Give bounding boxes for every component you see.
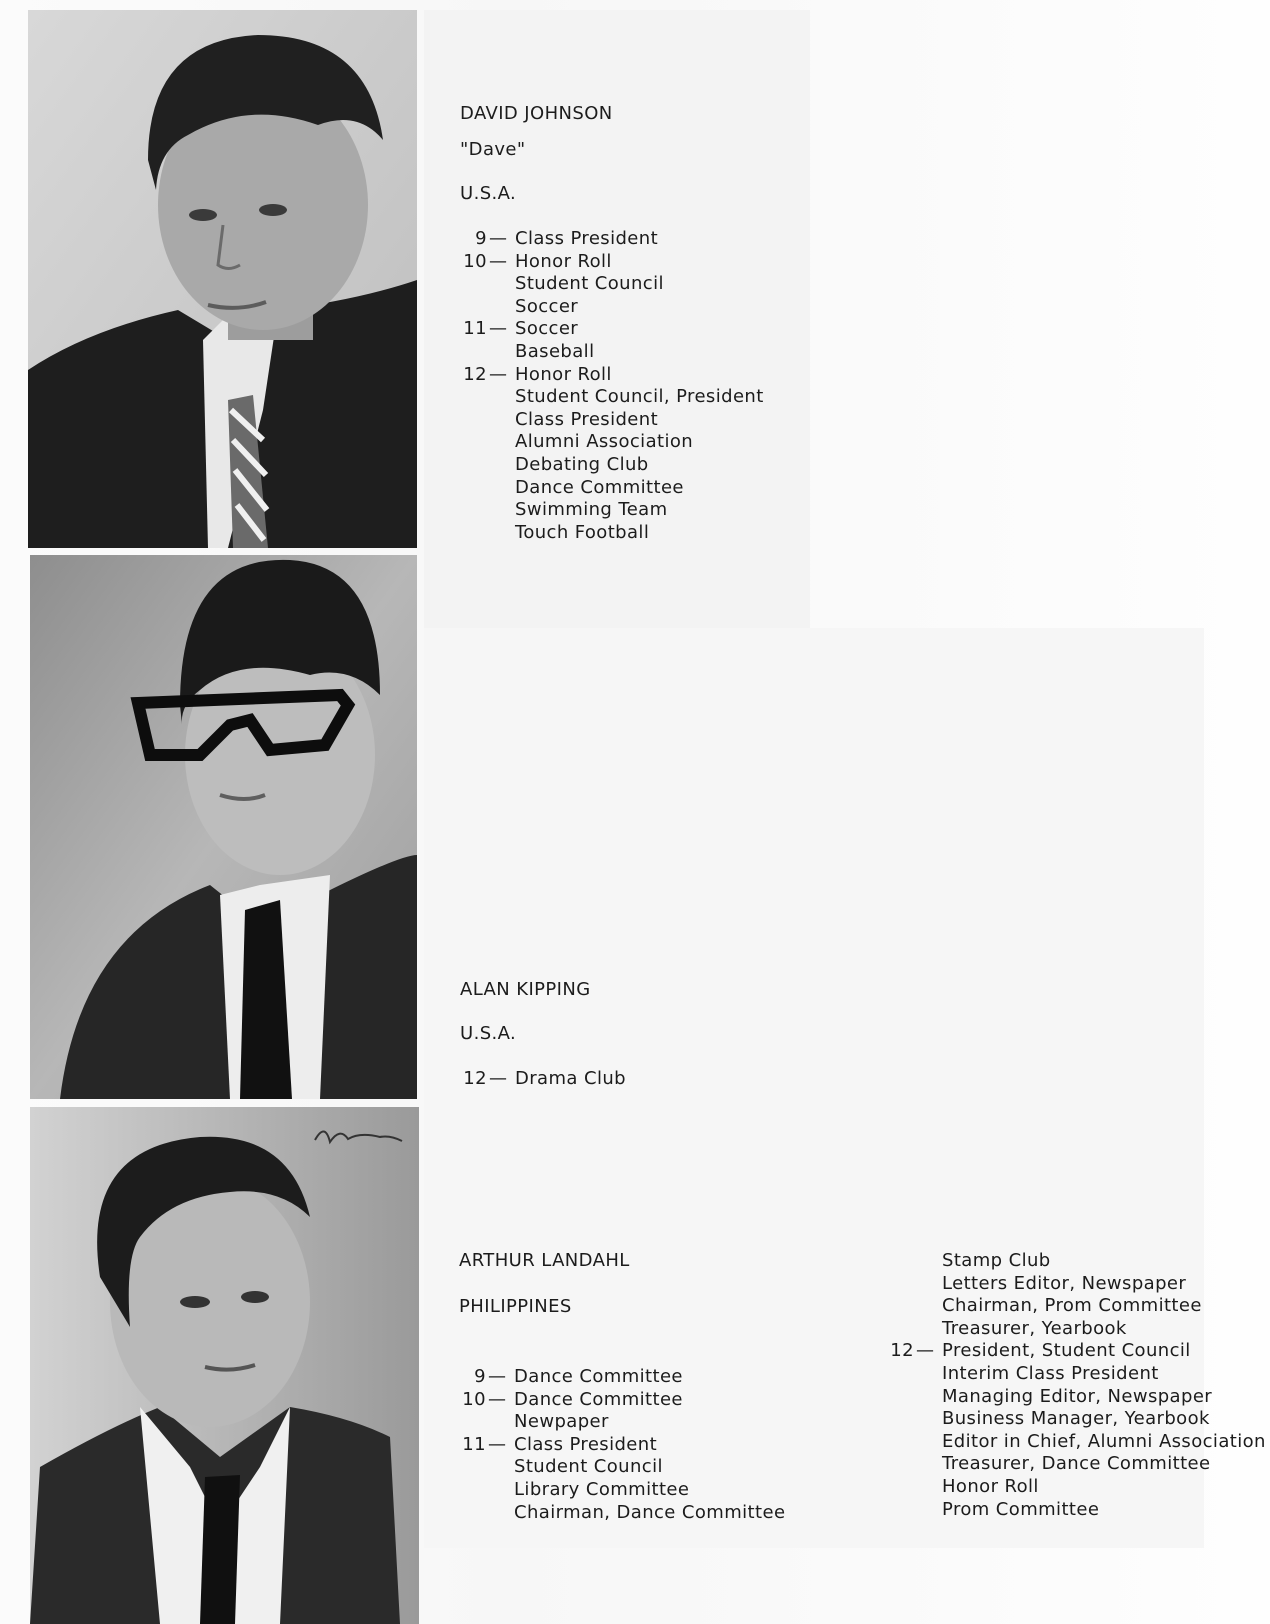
- year-dash: —: [916, 1340, 935, 1362]
- year-dash: —: [489, 228, 508, 249]
- year-dash: —: [488, 1433, 507, 1455]
- year-number: 10: [463, 250, 487, 272]
- activity-item: Class President: [514, 1433, 658, 1455]
- activity-item: Prom Committee: [942, 1498, 1100, 1520]
- activity-item: Stamp Club: [942, 1250, 1051, 1271]
- year-number: 12: [463, 363, 487, 385]
- activity-item: Newpaper: [514, 1411, 609, 1433]
- activity-item: Chairman, Dance Committee: [514, 1501, 786, 1523]
- activity-item: Letters Editor, Newspaper: [942, 1272, 1187, 1294]
- year-number: 9: [474, 1366, 486, 1387]
- student-country: U.S.A.: [460, 1023, 517, 1044]
- year-dash: —: [488, 1388, 507, 1410]
- year-dash: —: [489, 250, 508, 272]
- activity-item: Swimming Team: [515, 499, 668, 521]
- activity-item: Dance Committee: [514, 1366, 683, 1387]
- portrait-david-johnson: [28, 10, 417, 548]
- activity-item: Honor Roll: [515, 250, 612, 272]
- activity-item: Soccer: [515, 318, 579, 340]
- activity-item: Dance Committee: [514, 1388, 683, 1410]
- activity-item: Debating Club: [515, 454, 649, 475]
- student-name: DAVID JOHNSON: [460, 103, 613, 124]
- year-dash: —: [489, 318, 508, 340]
- student-name: ALAN KIPPING: [460, 979, 591, 1000]
- activity-item: Editor in Chief, Alumni Association: [942, 1430, 1266, 1452]
- activity-item: President, Student Council: [942, 1340, 1191, 1362]
- activity-item: Interim Class President: [942, 1363, 1159, 1384]
- activity-item: Touch Football: [515, 521, 650, 543]
- activity-item: Student Council: [515, 273, 664, 295]
- activity-item: Chairman, Prom Committee: [942, 1295, 1202, 1317]
- activity-item: Business Manager, Yearbook: [942, 1408, 1210, 1430]
- year-dash: —: [489, 1068, 508, 1089]
- year-dash: —: [488, 1366, 507, 1387]
- activity-item: Treasurer, Yearbook: [942, 1317, 1127, 1339]
- student-country: PHILIPPINES: [459, 1296, 572, 1317]
- activity-item: Honor Roll: [515, 363, 612, 385]
- year-number: 10: [462, 1388, 486, 1410]
- year-number: 12: [890, 1340, 914, 1362]
- student-nickname: "Dave": [460, 139, 526, 160]
- year-number: 9: [475, 228, 487, 249]
- activity-item: Honor Roll: [942, 1476, 1039, 1497]
- activity-item: Baseball: [515, 341, 595, 362]
- activity-item: Dance Committee: [515, 476, 684, 498]
- activity-item: Treasurer, Dance Committee: [942, 1453, 1211, 1475]
- activity-item: Drama Club: [515, 1068, 626, 1089]
- activity-item: Class President: [515, 228, 659, 249]
- year-number: 11: [463, 318, 487, 340]
- activity-item: Student Council: [514, 1456, 663, 1478]
- student-name: ARTHUR LANDAHL: [459, 1250, 630, 1271]
- activity-item: Managing Editor, Newspaper: [942, 1385, 1213, 1407]
- activity-item: Soccer: [515, 295, 579, 317]
- activity-item: Student Council, President: [515, 386, 764, 408]
- student-country: U.S.A.: [460, 183, 517, 204]
- year-dash: —: [489, 363, 508, 385]
- portrait-arthur-landahl: [30, 1107, 419, 1624]
- activity-item: Class President: [515, 408, 659, 430]
- portrait-alan-kipping: [30, 555, 417, 1099]
- activity-item: Library Committee: [514, 1479, 690, 1500]
- year-number: 12: [463, 1068, 487, 1089]
- activity-item: Alumni Association: [515, 431, 694, 453]
- year-number: 11: [462, 1433, 486, 1455]
